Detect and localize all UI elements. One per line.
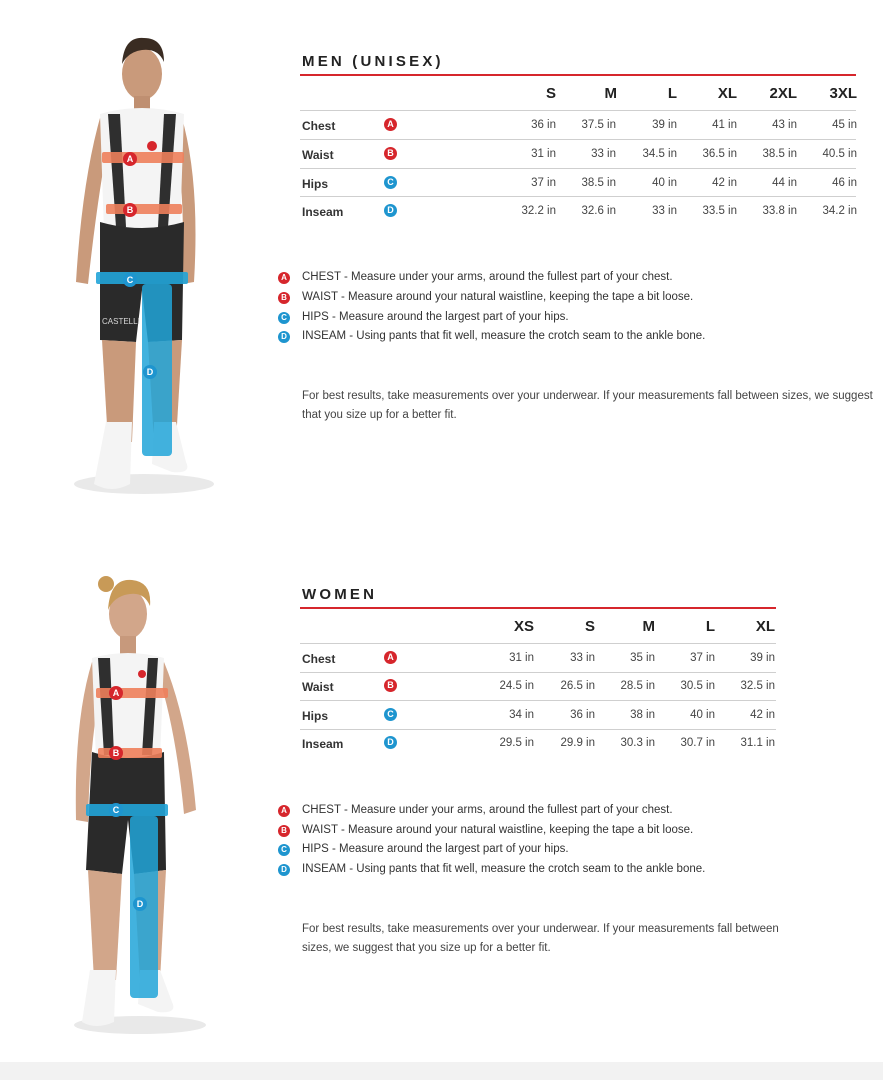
women-figure xyxy=(60,570,220,1040)
letter-b-badge-icon: B xyxy=(278,292,290,304)
row-label: Inseam xyxy=(302,737,344,751)
men-cell: 37 in xyxy=(531,177,556,189)
women-row-line xyxy=(300,700,776,701)
women-cell: 30.5 in xyxy=(680,680,715,692)
men-size-header: S xyxy=(545,85,556,102)
men-cell: 43 in xyxy=(772,119,797,131)
row-label: Waist xyxy=(302,680,334,694)
women-cell: 36 in xyxy=(570,709,595,721)
women-cell: 29.5 in xyxy=(499,737,534,749)
bottom-band xyxy=(0,1062,883,1080)
men-figure-badge-c: C xyxy=(126,275,134,285)
legend-text: INSEAM - Using pants that fit well, measure the crotch seam to the ankle bone. xyxy=(302,863,706,875)
letter-c-badge-icon: C xyxy=(278,844,290,856)
women-cell: 28.5 in xyxy=(620,680,655,692)
note-line: For best results, take measurements over your underwear. If your measurements fall between xyxy=(302,923,779,935)
row-label: Waist xyxy=(302,148,334,162)
row-label: Chest xyxy=(302,119,336,133)
letter-c-badge-icon: C xyxy=(384,176,397,189)
men-cell: 45 in xyxy=(832,119,857,131)
jersey-logo: CASTELLI xyxy=(102,317,140,326)
men-cell: 34.5 in xyxy=(642,148,677,160)
women-fit-note xyxy=(302,920,779,958)
women-size-header: L xyxy=(705,618,715,635)
women-size-header: XS xyxy=(513,618,534,635)
men-cell: 46 in xyxy=(832,177,857,189)
men-size-header: M xyxy=(604,85,617,102)
letter-b-badge-icon: B xyxy=(278,825,290,837)
women-figure-badge-c: C xyxy=(112,805,120,815)
women-size-header: M xyxy=(642,618,655,635)
men-row-line xyxy=(300,139,856,140)
row-label: Hips xyxy=(302,177,329,191)
women-title-rule xyxy=(300,607,776,609)
men-cell: 38.5 in xyxy=(762,148,797,160)
letter-b-badge-icon: B xyxy=(384,679,397,692)
women-cell: 34 in xyxy=(509,709,534,721)
men-header-line xyxy=(300,110,856,111)
row-label: Chest xyxy=(302,652,336,666)
women-header-line xyxy=(300,643,776,644)
women-cell: 42 in xyxy=(750,709,775,721)
men-cell: 34.2 in xyxy=(822,205,857,217)
row-label: Hips xyxy=(302,709,329,723)
men-cell: 38.5 in xyxy=(581,177,616,189)
men-size-header: XL xyxy=(717,85,737,102)
women-row-line xyxy=(300,729,776,730)
men-cell: 40 in xyxy=(652,177,677,189)
men-size-header: 2XL xyxy=(769,85,797,102)
men-cell: 39 in xyxy=(652,119,677,131)
letter-d-badge-icon: D xyxy=(278,331,290,343)
letter-d-badge-icon: D xyxy=(278,864,290,876)
women-size-header: S xyxy=(584,618,595,635)
note-line: that you size up for a better fit. xyxy=(302,409,457,421)
men-cell: 33.8 in xyxy=(762,205,797,217)
legend-text: WAIST - Measure around your natural waistline, keeping the tape a bit loose. xyxy=(302,291,694,303)
women-cell: 33 in xyxy=(570,652,595,664)
letter-b-badge-icon: B xyxy=(384,147,397,160)
men-row-line xyxy=(300,196,856,197)
men-cell: 33.5 in xyxy=(702,205,737,217)
legend-text: HIPS - Measure around the largest part of your hips. xyxy=(302,311,569,323)
men-cell: 36.5 in xyxy=(702,148,737,160)
men-size-header: 3XL xyxy=(829,85,857,102)
men-cell: 40.5 in xyxy=(822,148,857,160)
men-row-line xyxy=(300,168,856,169)
letter-a-badge-icon: A xyxy=(384,118,397,131)
women-row-line xyxy=(300,672,776,673)
women-cell: 38 in xyxy=(630,709,655,721)
men-figure xyxy=(62,22,222,502)
women-size-header: XL xyxy=(755,618,775,635)
note-line: sizes, we suggest that you size up for a better fit. xyxy=(302,942,551,954)
women-cell: 26.5 in xyxy=(560,680,595,692)
men-cell: 42 in xyxy=(712,177,737,189)
men-cell: 36 in xyxy=(531,119,556,131)
men-cell: 44 in xyxy=(772,177,797,189)
women-figure-badge-a: A xyxy=(112,688,120,698)
men-fit-note xyxy=(302,387,873,425)
women-title: WOMEN xyxy=(302,586,378,603)
men-cell: 41 in xyxy=(712,119,737,131)
women-cell: 31 in xyxy=(509,652,534,664)
men-cell: 32.6 in xyxy=(581,205,616,217)
men-cell: 32.2 in xyxy=(521,205,556,217)
men-size-header: L xyxy=(667,85,677,102)
legend-text: CHEST - Measure under your arms, around the fullest part of your chest. xyxy=(302,804,673,816)
letter-d-badge-icon: D xyxy=(384,204,397,217)
women-figure-badge-d: D xyxy=(136,899,144,909)
women-figure-badge-b: B xyxy=(112,748,120,758)
men-figure-badge-b: B xyxy=(126,205,134,215)
legend-text: WAIST - Measure around your natural waistline, keeping the tape a bit loose. xyxy=(302,824,694,836)
men-figure-badge-a: A xyxy=(126,154,134,164)
letter-a-badge-icon: A xyxy=(278,272,290,284)
letter-c-badge-icon: C xyxy=(384,708,397,721)
letter-c-badge-icon: C xyxy=(278,312,290,324)
legend-text: CHEST - Measure under your arms, around the fullest part of your chest. xyxy=(302,271,673,283)
men-title-rule xyxy=(300,74,856,76)
women-cell: 24.5 in xyxy=(499,680,534,692)
men-cell: 37.5 in xyxy=(581,119,616,131)
letter-a-badge-icon: A xyxy=(278,805,290,817)
women-cell: 30.3 in xyxy=(620,737,655,749)
men-figure-badge-d: D xyxy=(146,367,154,377)
row-label: Inseam xyxy=(302,205,344,219)
letter-d-badge-icon: D xyxy=(384,736,397,749)
women-cell: 32.5 in xyxy=(740,680,775,692)
men-cell: 31 in xyxy=(531,148,556,160)
women-cell: 37 in xyxy=(690,652,715,664)
women-cell: 30.7 in xyxy=(680,737,715,749)
letter-a-badge-icon: A xyxy=(384,651,397,664)
women-cell: 40 in xyxy=(690,709,715,721)
legend-text: INSEAM - Using pants that fit well, measure the crotch seam to the ankle bone. xyxy=(302,330,706,342)
women-cell: 39 in xyxy=(750,652,775,664)
men-title: MEN (UNISEX) xyxy=(302,53,444,70)
legend-text: HIPS - Measure around the largest part of your hips. xyxy=(302,843,569,855)
women-cell: 35 in xyxy=(630,652,655,664)
note-line: For best results, take measurements over your underwear. If your measurements fall between sizes, we suggest xyxy=(302,390,873,402)
men-cell: 33 in xyxy=(591,148,616,160)
women-cell: 31.1 in xyxy=(740,737,775,749)
men-cell: 33 in xyxy=(652,205,677,217)
women-cell: 29.9 in xyxy=(560,737,595,749)
